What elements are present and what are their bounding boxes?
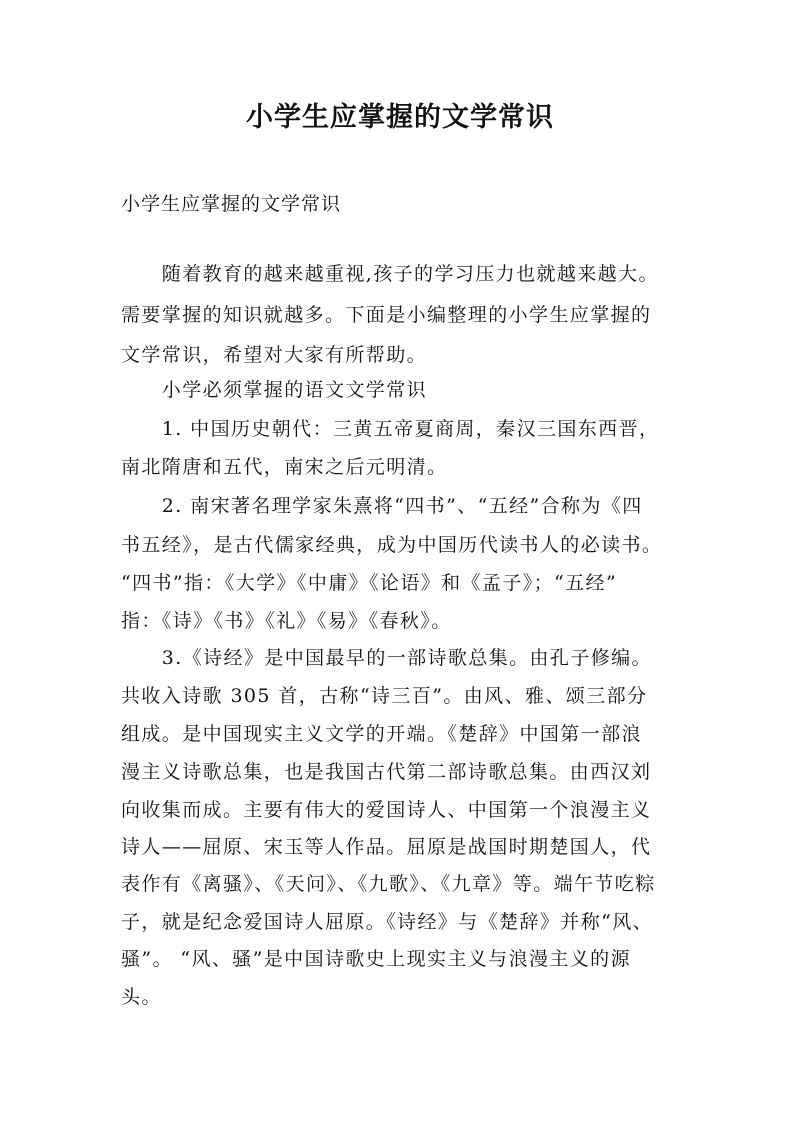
paragraph-line: 向收集而成。主要有伟大的爱国诗人、中国第一个浪漫主义: [121, 799, 652, 821]
paragraph-line: “四书”指：《大学》《中庸》《论语》和《孟子》；“五经”: [121, 572, 618, 594]
paragraph-line: 3.《诗经》是中国最早的一部诗歌总集。由孔子修编。: [121, 647, 652, 669]
paragraph-line: 文学常识，希望对大家有所帮助。: [121, 344, 428, 366]
paragraph-line: 书五经》，是古代儒家经典，成为中国历代读书人的必读书。: [121, 534, 663, 556]
document-subtitle: 小学生应掌握的文学常识: [121, 193, 342, 215]
paragraph-line: 漫主义诗歌总集，也是我国古代第二部诗歌总集。由西汉刘: [121, 761, 652, 783]
paragraph-line: 需要掌握的知识就越多。下面是小编整理的小学生应掌握的: [121, 304, 652, 326]
paragraph-line: 共收入诗歌 305 首，古称“诗三百”。由风、雅、颂三部分: [121, 685, 648, 707]
paragraph-line: 南北隋唐和五代，南宋之后元明清。: [121, 456, 448, 478]
paragraph-line: 诗人——屈原、宋玉等人作品。屈原是战国时期楚国人，代: [121, 836, 652, 858]
page-title: 小学生应掌握的文学常识: [246, 102, 554, 133]
paragraph-line: 指：《诗》《书》《礼》《易》《春秋》。: [121, 610, 452, 632]
paragraph-line: 头。: [121, 986, 162, 1008]
paragraph-line: 骚”。 “风、骚”是中国诗歌史上现实主义与浪漫主义的源: [121, 948, 631, 970]
paragraph-line: 随着教育的越来越重视,孩子的学习压力也就越来越大。: [121, 263, 659, 285]
paragraph-line: 子，就是纪念爱国诗人屈原。《诗经》与《楚辞》并称“风、: [121, 911, 654, 933]
paragraph-line: 2. 南宋著名理学家朱熹将“四书”、“五经”合称为《四: [121, 495, 643, 517]
paragraph-line: 表作有《离骚》、《天问》、《九歌》、《九章》等。端午节吃粽: [121, 873, 656, 895]
paragraph-line: 1. 中国历史朝代：三黄五帝夏商周，秦汉三国东西晋，: [121, 418, 660, 440]
section-heading: 小学必须掌握的语文文学常识: [121, 379, 428, 401]
paragraph-line: 组成。是中国现实主义文学的开端。《楚辞》中国第一部浪: [121, 723, 642, 745]
